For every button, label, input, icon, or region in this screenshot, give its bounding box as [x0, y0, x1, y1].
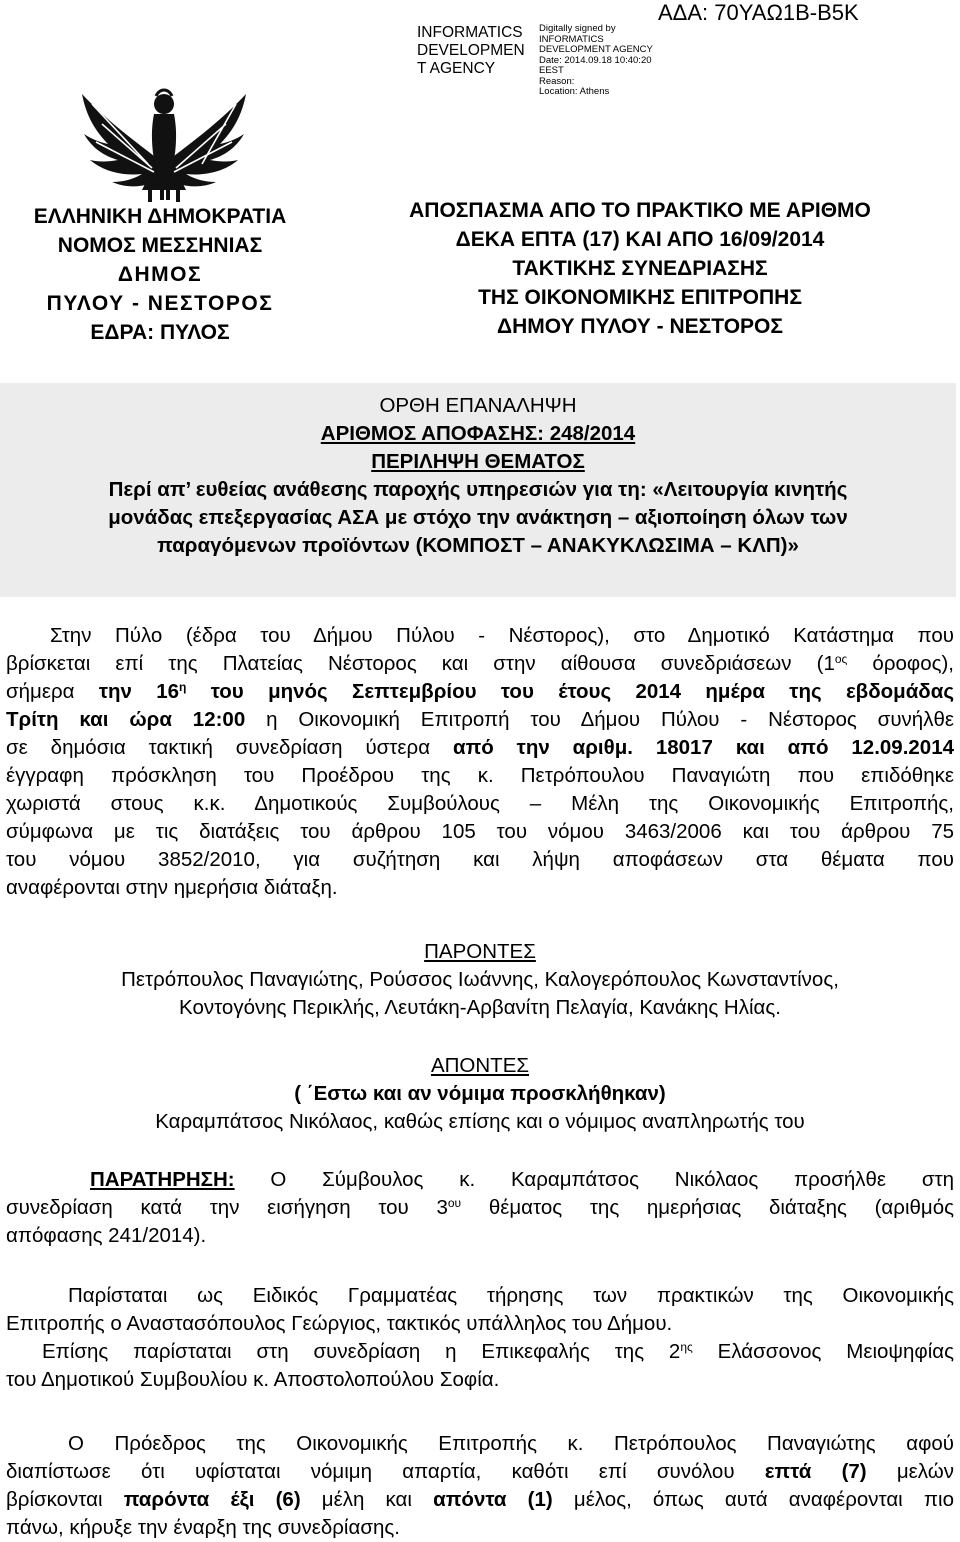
- digital-signature-details: [539, 24, 669, 98]
- quorum-text: μέλη και: [300, 1488, 434, 1511]
- sphinx-emblem-icon: [52, 86, 276, 204]
- quorum-line: πάνω, κήρυξε την έναρξη της συνεδρίασης.: [6, 1516, 400, 1539]
- signature-detail-line: INFORMATICS: [539, 33, 604, 45]
- summary-title: ΠΕΡΙΛΗΨΗ ΘΕΜΑΤΟΣ: [371, 450, 585, 473]
- remark-line: [6, 1166, 954, 1194]
- intro-line: χωριστά στους κ.κ. Δημοτικούς Συμβούλους – Μέλη της Οικονομικής Επιτροπής,: [6, 792, 954, 815]
- subject-line: Περί απ’ ευθείας ανάθεσης παροχής υπηρεσιών για τη: «Λειτουργία κινητής: [108, 478, 848, 501]
- signature-detail-line: EEST: [539, 65, 564, 76]
- intro-line: [6, 734, 954, 762]
- signature-detail-line: Reason:: [539, 75, 575, 87]
- intro-text: η Οικονομική Επιτροπή του Δήμου Πύλου - Νέστορος συνήλθε: [245, 708, 954, 731]
- secretary-line: Επιτροπής ο Αναστασόπουλος Γεώργιος, τακτικός υπάλληλος του Δήμου.: [6, 1312, 673, 1335]
- superscript: η: [179, 680, 187, 694]
- secretary-section: [6, 1282, 954, 1394]
- present-section: [6, 938, 954, 1022]
- quorum-text: μέλος, όπως αυτά αναφέρονται πιο: [552, 1488, 954, 1511]
- intro-line: έγγραφη πρόσκληση του Προέδρου της κ. Πετρόπουλου Παναγιώτη που επιδόθηκε: [6, 764, 954, 787]
- prefecture-name: ΝΟΜΟΣ ΜΕΣΣΗΝΙΑΣ: [57, 234, 263, 257]
- remark-section: [6, 1166, 954, 1250]
- signature-detail-line: Date: 2014.09.18 10:40:20: [539, 54, 652, 66]
- absent-section: [6, 1052, 954, 1136]
- quorum-line: [6, 1486, 954, 1514]
- signature-detail-line: Location: Athens: [539, 86, 610, 97]
- subject-line: μονάδας επεξεργασίας ΑΣΑ με στόχο την ανάκτηση – αξιοποίηση όλων των: [108, 506, 848, 529]
- intro-line: Στην Πύλο (έδρα του Δήμου Πύλου - Νέστορος), στο Δημοτικό Κατάστημα που: [50, 624, 954, 647]
- intro-text: σε δημόσια τακτική συνεδρίαση ύστερα: [6, 736, 453, 759]
- secretary-line: [6, 1338, 954, 1366]
- remark-text: συνεδρίαση κατά την εισήγηση του 3: [6, 1196, 448, 1219]
- remark-line: [6, 1194, 954, 1222]
- intro-bold: Τρίτη και ώρα 12:00: [6, 708, 246, 731]
- signature-detail-line: Digitally signed by: [539, 23, 616, 34]
- quorum-section: [6, 1430, 954, 1542]
- municipality-label: ΔΗΜΟΣ: [117, 263, 203, 286]
- intro-line: [6, 678, 954, 706]
- intro-bold: από την αριθμ. 18017 και από 12.09.2014: [452, 736, 955, 759]
- extract-title-line: ΤΑΚΤΙΚΗΣ ΣΥΝΕΔΡΙΑΣΗΣ: [512, 257, 768, 280]
- intro-line: αναφέρονται στην ημερήσια διάταξη.: [6, 876, 338, 899]
- secretary-line: Παρίσταται ως Ειδικός Γραμματέας τήρησης των πρακτικών της Οικονομικής: [68, 1284, 954, 1307]
- intro-line: [6, 706, 954, 734]
- ada-code: ΑΔΑ: 70ΥΑΩ1Β-Β5Κ: [658, 0, 859, 25]
- municipality-name: ΠΥΛΟΥ - ΝΕΣΤΟΡΟΣ: [46, 292, 274, 315]
- secretary-line: του Δημοτικού Συμβουλίου κ. Αποστολοπούλου Σοφία.: [6, 1368, 500, 1391]
- present-title: ΠΑΡΟΝΤΕΣ: [424, 940, 536, 963]
- present-members-line: Κοντογόνης Περικλής, Λευτάκη-Αρβανίτη Πελαγία, Κανάκης Ηλίας.: [179, 996, 781, 1019]
- subject-line: παραγόμενων προϊόντων (ΚΟΜΠΟΣΤ – ΑΝΑΚΥΚΛΩΣΙΜΑ – ΚΛΠ)»: [157, 534, 799, 557]
- quorum-text: διαπίστωσε ότι υφίσταται νόμιμη απαρτία, καθότι επί συνόλου: [6, 1460, 765, 1483]
- superscript: ης: [680, 1340, 693, 1354]
- intro-text: σήμερα: [6, 680, 99, 703]
- municipality-header: [0, 202, 320, 347]
- digital-signature-name: INFORMATICS DEVELOPMEN T AGENCY: [417, 24, 525, 77]
- subject-section: [0, 392, 956, 560]
- extract-header: [380, 196, 900, 341]
- absent-note: ( ΄Εστω και αν νόμιμα προσκλήθηκαν): [294, 1082, 666, 1105]
- superscript: ου: [447, 1196, 462, 1210]
- extract-title-line: ΔΗΜΟΥ ΠΥΛΟΥ - ΝΕΣΤΟΡΟΣ: [497, 315, 783, 338]
- quorum-text: μελών: [866, 1460, 955, 1483]
- intro-text: όροφος),: [847, 652, 954, 675]
- extract-title-line: ΔΕΚΑ ΕΠΤΑ (17) ΚΑΙ ΑΠΟ 16/09/2014: [455, 228, 825, 251]
- intro-bold: την 16: [98, 680, 180, 703]
- intro-bold: του μηνός Σεπτεμβρίου του έτους 2014 ημέρα της εβδομάδας: [186, 680, 954, 703]
- remark-line: απόφασης 241/2014).: [6, 1224, 207, 1247]
- correction-label: ΟΡΘΗ ΕΠΑΝΑΛΗΨΗ: [379, 394, 577, 417]
- absent-title: ΑΠΟΝΤΕΣ: [430, 1054, 530, 1077]
- decision-number: ΑΡΙΘΜΟΣ ΑΠΟΦΑΣΗΣ: 248/2014: [320, 422, 636, 445]
- quorum-bold: απόντα (1): [433, 1488, 553, 1511]
- intro-paragraph: [6, 622, 954, 902]
- secretary-text: Επίσης παρίσταται στη συνεδρίαση η Επικεφαλής της 2: [42, 1340, 681, 1363]
- signature-detail-line: DEVELOPMENT AGENCY: [539, 44, 653, 55]
- quorum-bold: επτά (7): [764, 1460, 867, 1483]
- secretary-text: Ελάσσονος Μειοψηφίας: [692, 1340, 955, 1363]
- country-name: ΕΛΛΗΝΙΚΗ ΔΗΜΟΚΡΑΤΙΑ: [33, 205, 287, 228]
- present-members-line: Πετρόπουλος Παναγιώτης, Ρούσσος Ιωάννης, Καλογερόπουλος Κωνσταντίνος,: [121, 968, 839, 991]
- absent-members-line: Καραμπάτσος Νικόλαος, καθώς επίσης και ο νόμιμος αναπληρωτής του: [155, 1110, 805, 1133]
- quorum-line: [6, 1458, 954, 1486]
- extract-title-line: ΤΗΣ ΟΙΚΟΝΟΜΙΚΗΣ ΕΠΙΤΡΟΠΗΣ: [478, 286, 802, 309]
- quorum-line: Ο Πρόεδρος της Οικονομικής Επιτροπής κ. Πετρόπουλος Παναγιώτης αφού: [68, 1432, 954, 1455]
- remark-label: ΠΑΡΑΤΗΡΗΣΗ:: [90, 1168, 235, 1191]
- remark-text: θέματος της ημερήσιας διάταξης (αριθμός: [461, 1196, 954, 1219]
- superscript: ος: [834, 652, 848, 666]
- remark-text: Ο Σύμβουλος κ. Καραμπάτσος Νικόλαος προσήλθε στη: [234, 1168, 954, 1191]
- intro-line: του νόμου 3852/2010, για συζήτηση και λήψη αποφάσεων στα θέματα που: [6, 848, 954, 871]
- extract-title-line: ΑΠΟΣΠΑΣΜΑ ΑΠΟ ΤΟ ΠΡΑΚΤΙΚΟ ΜΕ ΑΡΙΘΜΟ: [409, 199, 871, 222]
- municipality-seat: ΕΔΡΑ: ΠΥΛΟΣ: [90, 321, 230, 344]
- intro-text: βρίσκεται επί της Πλατείας Νέστορος και στην αίθουσα συνεδριάσεων (1: [6, 652, 835, 675]
- quorum-text: βρίσκονται: [6, 1488, 124, 1511]
- quorum-bold: παρόντα έξι (6): [123, 1488, 301, 1511]
- intro-line: σύμφωνα με τις διατάξεις του άρθρου 105 του νόμου 3463/2006 και του άρθρου 75: [6, 820, 954, 843]
- intro-line: [6, 650, 954, 678]
